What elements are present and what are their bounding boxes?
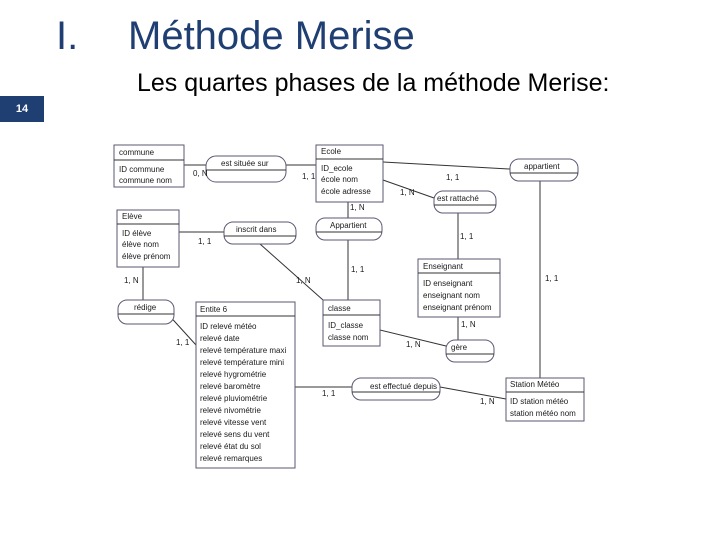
relation-label: gère [451,343,468,352]
entity-attr: relevé pluviométrie [200,394,268,403]
entity-title: Entite 6 [200,305,228,314]
cardinality-label: 1, N [296,276,311,285]
cardinality-label: 0, N [193,169,208,178]
entity-attr: relevé remarques [200,454,263,463]
entity-attr: commune nom [119,176,172,185]
relation-est-effectue-depuis [352,378,440,400]
entity-title: commune [119,148,155,157]
relation-label: rédige [134,303,157,312]
entity-entite6 [196,302,295,468]
entity-title: Station Météo [510,380,560,389]
page-title: Méthode Merise [128,14,415,58]
entity-attr: école adresse [321,187,371,196]
title-numeral: I. [56,14,79,58]
entity-title: Ecole [321,147,342,156]
cardinality-label: 1, 1 [460,232,474,241]
entity-attr: enseignant prénom [423,303,492,312]
relation-label: Appartient [330,221,367,230]
link-effectue-station [440,387,506,399]
entity-attr: enseignant nom [423,291,480,300]
entity-attr: ID enseignant [423,279,473,288]
entity-attr: relevé nivométrie [200,406,261,415]
cardinality-label: 1, 1 [198,237,212,246]
entity-attr: relevé hygrométrie [200,370,267,379]
relation-label: inscrit dans [236,225,277,234]
entity-ecole [316,145,383,202]
entity-classe [323,300,380,346]
entity-attr: relevé température maxi [200,346,287,355]
cardinality-label: 1, 1 [446,173,460,182]
entity-attr: élève prénom [122,252,171,261]
relation-est-rattache [434,191,496,213]
relation-label: est située sur [221,159,269,168]
cardinality-label: 1, 1 [322,389,336,398]
cardinality-label: 1, 1 [545,274,559,283]
relation-redige [118,300,174,324]
entity-title: classe [328,304,351,313]
relation-label: est effectué depuis [370,382,438,391]
cardinality-label: 1, N [480,397,495,406]
cardinality-label: 1, N [350,203,365,212]
relation-appartient [510,159,578,181]
entity-enseignant [418,259,500,317]
entity-attr: ID station météo [510,397,569,406]
entity-title: Elève [122,212,143,221]
entity-eleve [117,210,179,267]
cardinality-label: 1, N [461,320,476,329]
cardinality-label: 1, N [406,340,421,349]
entity-attr: école nom [321,175,358,184]
entity-attr: relevé état du sol [200,442,261,451]
relation-label: appartient [524,162,560,171]
cardinality-label: 1, 1 [302,172,316,181]
entity-attr: élève nom [122,240,159,249]
slide-number: 14 [0,96,44,122]
relation-gere [446,340,494,362]
entity-attr: relevé date [200,334,240,343]
link-ecole-appartient [383,162,510,169]
entity-attr: relevé vitesse vent [200,418,267,427]
entity-attr: relevé température mini [200,358,285,367]
subtitle: Les quartes phases de la méthode Merise: [137,69,610,97]
cardinality-label: 1, 1 [351,265,365,274]
entity-attr: relevé sens du vent [200,430,270,439]
entity-attr: ID commune [119,165,165,174]
cardinality-label: 1, N [124,276,139,285]
entity-attr: station météo nom [510,409,576,418]
entity-title: Enseignant [423,262,464,271]
relation-inscrit-dans [224,222,296,244]
entity-station-meteo [506,378,584,421]
link-inscrit-classe [260,244,323,300]
relation-appartient-classe [316,218,382,240]
entity-attr: ID_ecole [321,164,353,173]
relation-label: est rattaché [437,194,479,203]
entity-attr: ID_classe [328,321,364,330]
entity-attr: classe nom [328,333,369,342]
cardinality-label: 1, 1 [176,338,190,347]
entity-commune [114,145,184,187]
entity-attr: ID relevé météo [200,322,257,331]
cardinality-label: 1, N [400,188,415,197]
relation-est-situee-sur [206,156,286,182]
entity-attr: relevé baromètre [200,382,261,391]
entity-attr: ID élève [122,229,152,238]
